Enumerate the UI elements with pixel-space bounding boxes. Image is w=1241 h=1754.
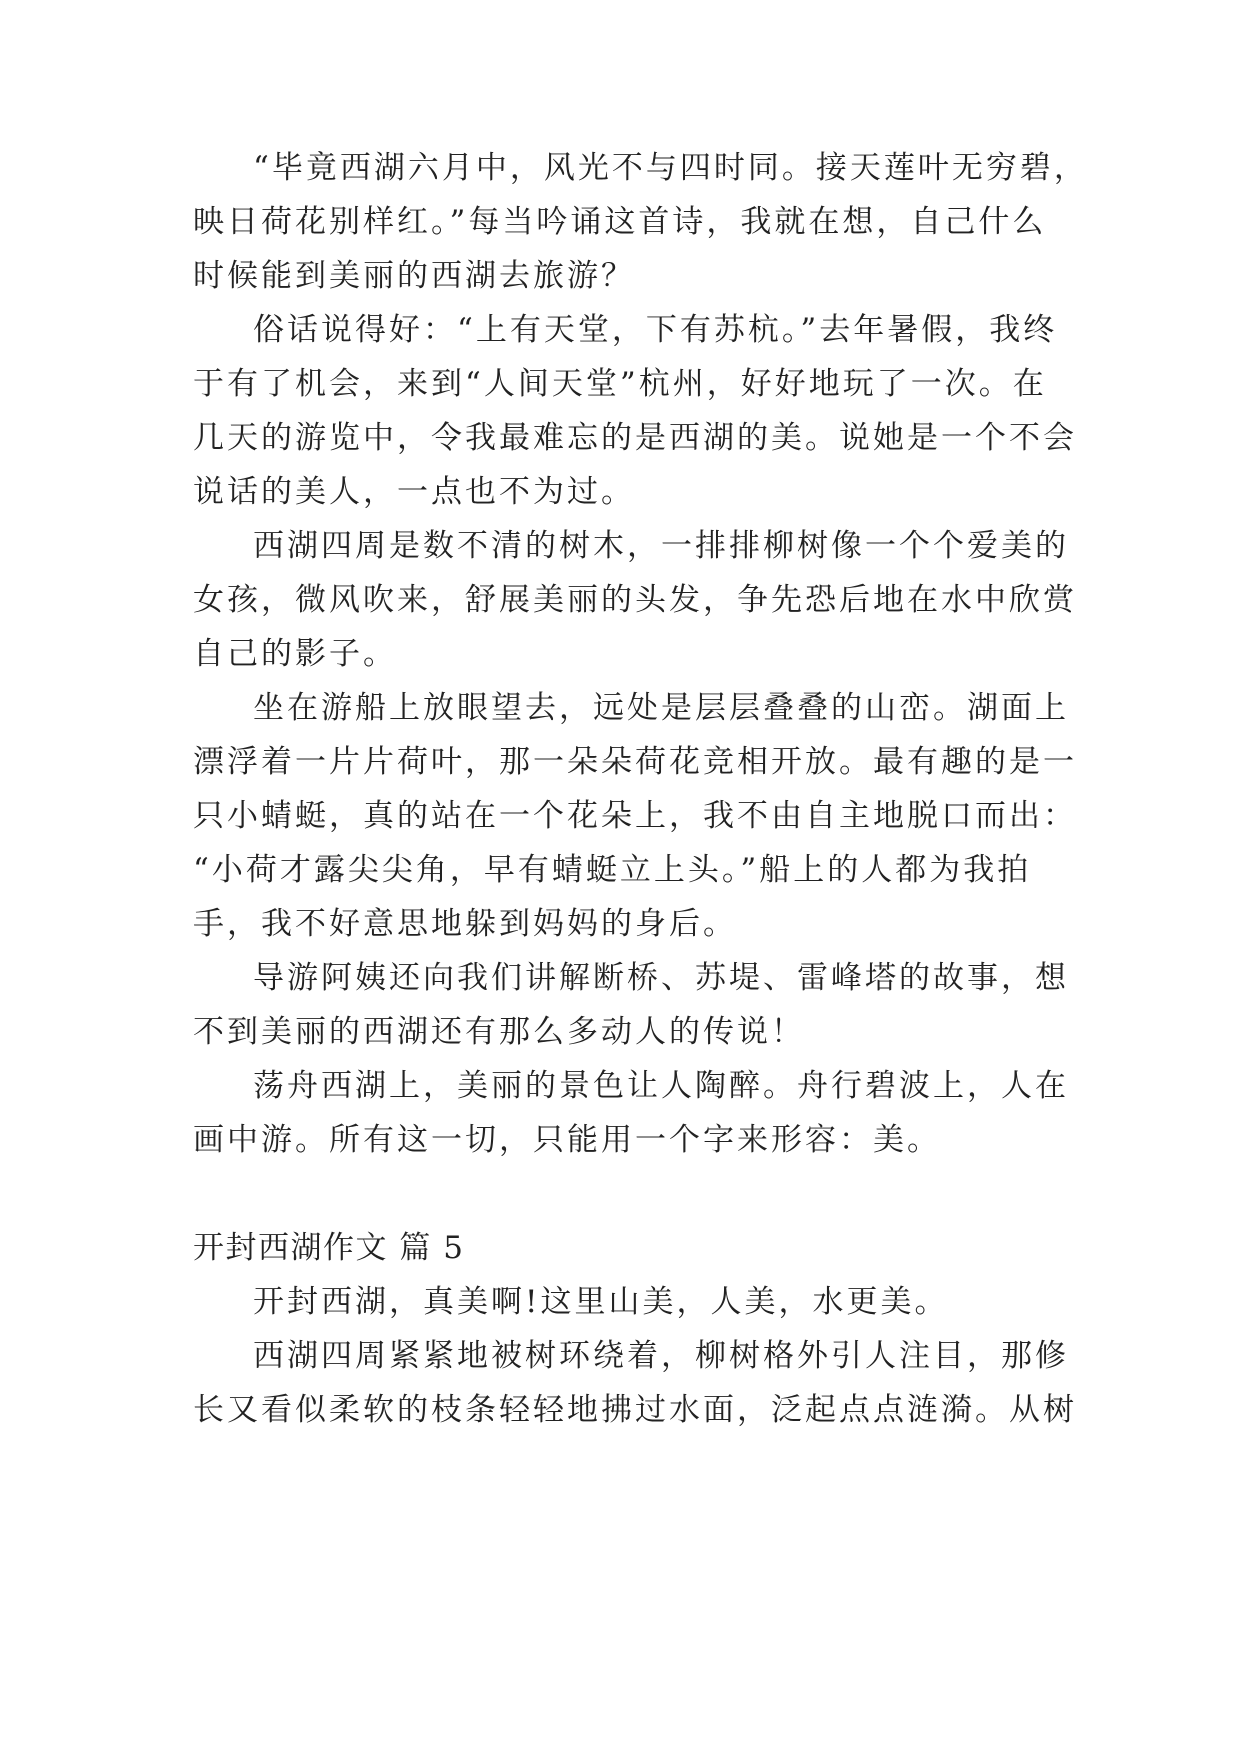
text-line: 时候能到美丽的西湖去旅游？ — [193, 258, 635, 294]
text-line: 荡舟西湖上，美丽的景色让人陶醉。舟行碧波上，人在 — [253, 1068, 1069, 1104]
text-line: 映日荷花别样红。”每当吟诵这首诗，我就在想，自己什么 — [193, 204, 1047, 240]
text-line: 西湖四周紧紧地被树环绕着，柳树格外引人注目，那修 — [253, 1338, 1069, 1374]
text-line: 长又看似柔软的枝条轻轻地拂过水面，泛起点点涟漪。从树 — [193, 1392, 1077, 1428]
text-line: “小荷才露尖尖角，早有蜻蜓立上头。”船上的人都为我拍 — [193, 852, 1032, 888]
section-heading: 开封西湖作文 篇 5 — [193, 1230, 465, 1266]
text-line: 女孩，微风吹来，舒展美丽的头发，争先恐后地在水中欣赏 — [193, 582, 1077, 618]
text-line: 导游阿姨还向我们讲解断桥、苏堤、雷峰塔的故事，想 — [253, 960, 1069, 996]
text-line: 说话的美人，一点也不为过。 — [193, 474, 635, 510]
text-line: “毕竟西湖六月中，风光不与四时同。接天莲叶无穷碧， — [253, 150, 1088, 186]
text-line: 于有了机会，来到“人间天堂”杭州，好好地玩了一次。在 — [193, 366, 1047, 402]
text-line: 几天的游览中，令我最难忘的是西湖的美。说她是一个不会 — [193, 420, 1077, 456]
text-line: 不到美丽的西湖还有那么多动人的传说！ — [193, 1014, 805, 1050]
text-line: 漂浮着一片片荷叶，那一朵朵荷花竞相开放。最有趣的是一 — [193, 744, 1077, 780]
text-line: 西湖四周是数不清的树木，一排排柳树像一个个爱美的 — [253, 528, 1069, 564]
text-line: 坐在游船上放眼望去，远处是层层叠叠的山峦。湖面上 — [253, 690, 1069, 726]
text-line: 俗话说得好：“上有天堂，下有苏杭。”去年暑假，我终 — [253, 312, 1058, 348]
text-line: 手，我不好意思地躲到妈妈的身后。 — [193, 906, 737, 942]
text-line: 只小蜻蜓，真的站在一个花朵上，我不由自主地脱口而出： — [193, 798, 1077, 834]
text-line: 开封西湖，真美啊!这里山美，人美，水更美。 — [253, 1284, 949, 1320]
text-line: 画中游。所有这一切，只能用一个字来形容：美。 — [193, 1122, 941, 1158]
text-line: 自己的影子。 — [193, 636, 397, 672]
